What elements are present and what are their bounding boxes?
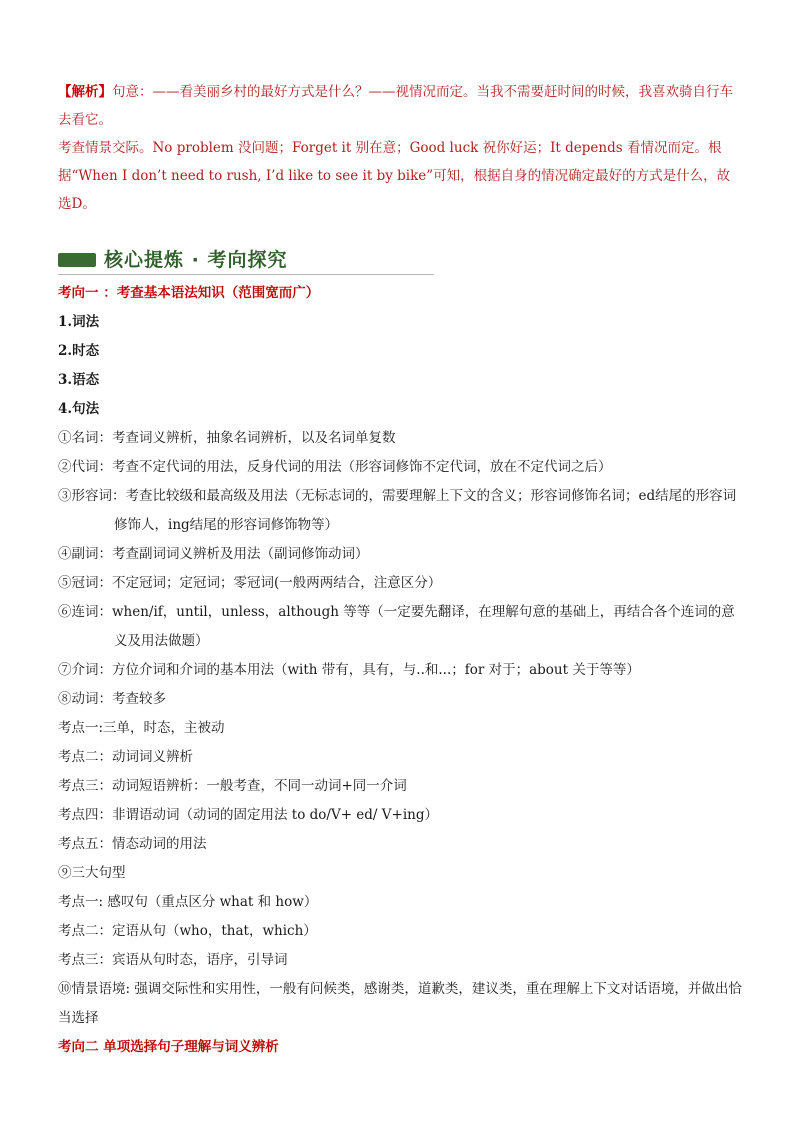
analysis-sentence-meaning xyxy=(58,78,742,134)
analysis-tag: 【解析】 xyxy=(58,84,112,100)
content xyxy=(58,78,742,1062)
direction-1-heading: 考向一 ：考查基本语法知识（范围宽而广） xyxy=(58,285,320,301)
point-item: ⑥连词：when/if，until，unless，although 等等（一定要先翻译，在理解句意的基础上，再结合各个连词的意义及用法做题） xyxy=(58,604,735,649)
direction-2-heading: 考向二 单项选择句子理解与词义辨析 xyxy=(58,1039,279,1055)
context-item: ⑩情景语境: 强调交际性和实用性，一般有问候类，感谢类，道歉类，建议类，重在理解上下文对话语境，并做出恰当选择 xyxy=(58,981,742,1026)
sentence-point: 考点三：宾语从句时态，语序，引导词 xyxy=(58,952,288,968)
point-item: ②代词：考查不定代词的用法，反身代词的用法（形容词修饰不定代词，放在不定代词之后） xyxy=(58,459,612,475)
verb-point: 考点三：动词短语辨析：一般考查，不同一动词+同一介词 xyxy=(58,778,407,794)
grammar-item: 3.语态 xyxy=(58,372,100,388)
verb-point: 考点五：情态动词的用法 xyxy=(58,836,207,852)
section-title: 核心提炼 · 考向探究 xyxy=(104,249,288,271)
grammar-item: 4.句法 xyxy=(58,401,100,417)
analysis-block xyxy=(58,78,742,218)
point-item: ⑦介词：方位介词和介词的基本用法（with 带有，具有，与..和...；for 对于；about 关于等等） xyxy=(58,662,640,678)
sentence-point: 考点一: 感叹句（重点区分 what 和 how） xyxy=(58,894,318,910)
sentence-types-heading: ⑨三大句型 xyxy=(58,865,126,881)
section-header xyxy=(58,244,434,275)
section-bar-icon xyxy=(58,253,96,267)
verb-point: 考点四：非谓语动词（动词的固定用法 to do/V+ ed/ V+ing） xyxy=(58,807,438,823)
grammar-item: 2.时态 xyxy=(58,343,100,359)
verb-point: 考点一:三单，时态，主被动 xyxy=(58,720,225,736)
grammar-item: 1.词法 xyxy=(58,314,100,330)
point-item: ⑧动词：考查较多 xyxy=(58,691,166,707)
sentence-point: 考点二：定语从句（who，that，which） xyxy=(58,923,317,939)
point-item: ④副词：考查副词词义辨析及用法（副词修饰动词） xyxy=(58,546,369,562)
point-item: ③形容词：考查比较级和最高级及用法（无标志词的，需要理解上下文的含义；形容词修饰名词；ed结尾的形容词修饰人，ing结尾的形容词修饰物等） xyxy=(58,488,737,533)
analysis-line-2: 考查情景交际。No problem 没问题；Forget it 别在意；Good luck 祝你好运；It depends 看情况而定。根据“When I don’t need to rush, I’d like to see it by bike”可知，根据自身的情况确定最好的方式是什么，故选D。 xyxy=(58,140,731,212)
verb-point: 考点二：动词词义辨析 xyxy=(58,749,193,765)
point-item: ⑤冠词：不定冠词；定冠词；零冠词(一般两两结合，注意区分） xyxy=(58,575,442,591)
analysis-line-1: 句意：——看美丽乡村的最好方式是什么？——视情况而定。当我不需要赶时间的时候，我喜欢骑自行车去看它。 xyxy=(58,84,733,128)
point-item: ①名词：考查词义辨析，抽象名词辨析，以及名词单复数 xyxy=(58,430,396,446)
